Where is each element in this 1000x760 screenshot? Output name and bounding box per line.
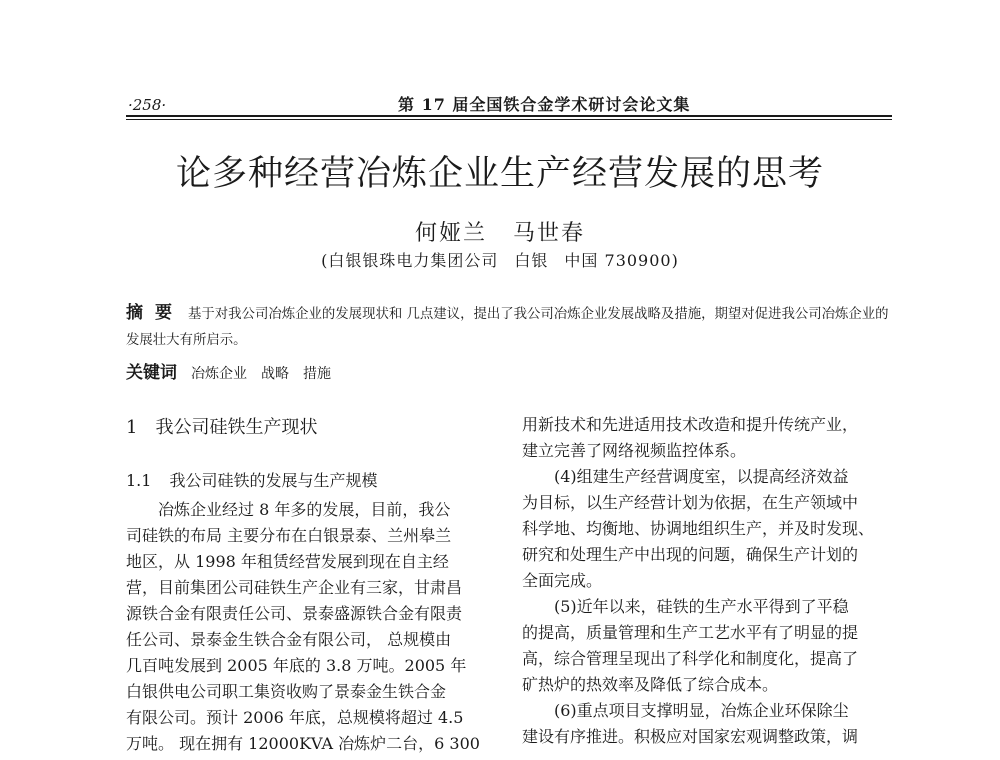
affiliation-org: (白银银珠电力集团公司 [321,251,499,270]
keyword-2: 战略 [261,366,289,382]
authors [0,216,1000,247]
author-1: 何娅兰 [414,221,487,246]
body-line: 营，目前集团公司硅铁生产企业有三家，甘肃昌 [126,578,463,597]
affiliation [0,248,1000,271]
body-line: 几百吨发展到 2005 年底的 3.8 万吨。2005 年 [126,656,467,675]
keyword-1: 冶炼企业 [191,366,247,382]
paper-title: 论多种经营冶炼企业生产经营发展的思考 [175,154,824,194]
body-line: 地区，从 1998 年租赁经营发展到现在自主经 [126,552,449,571]
body-line: 用新技术和先进适用技术改造和提升传统产业， [522,415,859,434]
page-number: ·258· [128,96,167,114]
subsection-heading-1-1 [126,468,377,491]
affiliation-country-postcode: 中国 730900) [564,251,679,270]
section-heading-1 [126,413,317,439]
body-line: 矿热炉的热效率及降低了综合成本。 [522,675,779,694]
header-rule-thick [126,115,892,117]
body-line: 全面完成。 [522,571,603,590]
subsection-number: 1.1 [126,471,152,490]
body-line: (5)近年以来，硅铁的生产水平得到了平稳 [554,597,849,616]
abstract [126,300,896,354]
body-line: 建设有序推进。积极应对国家宏观调整政策，调 [522,727,859,746]
body-line: 科学地、均衡地、协调地组织生产，并及时发现、 [522,519,875,538]
subsection-title: 我公司硅铁的发展与生产规模 [169,471,378,490]
body-line: 司硅铁的布局 主要分布在白银景泰、兰州皋兰 [126,526,452,545]
left-column-body [126,497,496,757]
header-rule-thin [126,119,892,120]
right-column-body [522,412,894,750]
body-line: 的提高，质量管理和生产工艺水平有了明显的提 [522,623,859,642]
affiliation-city: 白银 [514,251,549,270]
body-line: 为目标，以生产经营计划为依据，在生产领域中 [522,493,859,512]
body-line: 高，综合管理呈现出了科学化和制度化，提高了 [522,649,859,668]
abstract-text: 基于对我公司冶炼企业的发展现状和 几点建议，提出了我公司冶炼企业发展战略及措施，期望对促进我公司冶炼企业的发展壮大有所启示。 [126,307,889,348]
body-line: 研究和处理生产中出现的问题，确保生产计划的 [522,545,859,564]
body-line: 万吨。 现在拥有 12000KVA 冶炼炉二台，6 300 [126,734,480,753]
body-line: 有限公司。预计 2006 年底，总规模将超过 4.5 [126,708,464,727]
keywords-label: 关键词 [126,363,177,383]
body-line: 建立完善了网络视频监控体系。 [522,441,747,460]
body-line: 白银供电公司职工集资收购了景泰金生铁合金 [126,682,447,701]
body-line: 任公司、景泰金生铁合金有限公司， 总规模由 [126,630,452,649]
section-title: 我公司硅铁生产现状 [155,417,318,438]
body-line: 源铁合金有限责任公司、景泰盛源铁合金有限责 [126,604,463,623]
body-line: (4)组建生产经营调度室，以提高经济效益 [554,467,849,486]
body-line: 冶炼企业经过 8 年多的发展，目前，我公 [158,500,451,519]
section-number: 1 [126,417,138,438]
body-line: (6)重点项目支撑明显，冶炼企业环保除尘 [554,701,849,720]
running-title: 第 17 届全国铁合金学术研讨会论文集 [398,95,691,114]
abstract-label: 摘要 [126,303,184,323]
keyword-3: 措施 [303,366,331,382]
author-2: 马世春 [513,221,586,246]
keywords [126,358,331,383]
